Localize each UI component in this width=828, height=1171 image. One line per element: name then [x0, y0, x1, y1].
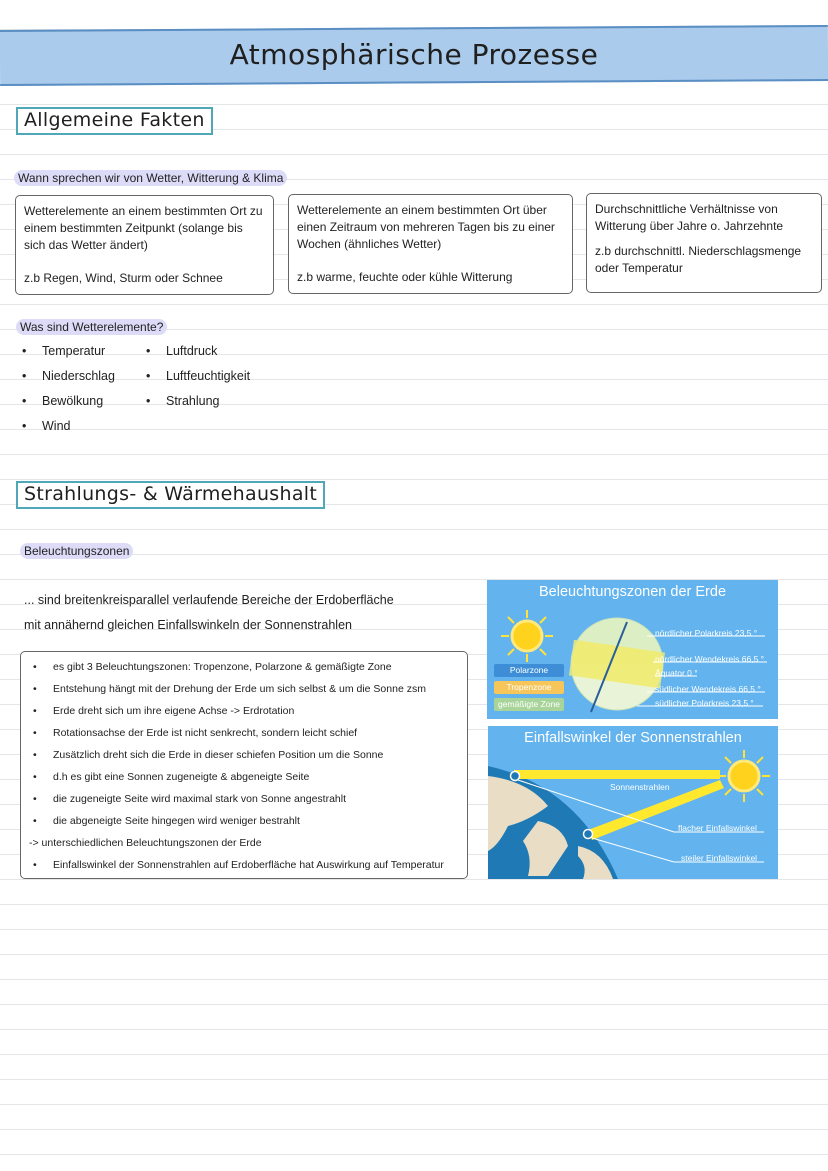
legend-tropenzone: Tropenzone: [494, 681, 564, 694]
legend-gemaessigte-zone: gemäßigte Zone: [494, 698, 564, 711]
card-witterung-definition: Wetterelemente an einem bestimmten Ort über einen Zeitraum von mehreren Tagen bis zu einer Wochen (ähnliches Wetter): [297, 203, 555, 251]
card-witterung-example: z.b warme, feuchte oder kühle Witterung: [297, 270, 513, 284]
intro-line-2: mit annähernd gleichen Einfallswinkeln der Sonnenstrahlen: [24, 618, 352, 632]
intro-line-1: ... sind breitenkreisparallel verlaufende Bereiche der Erdoberfläche: [24, 593, 394, 607]
label-flacher-einfallswinkel: flacher Einfallswinkel: [678, 823, 757, 833]
line-label-suedlicher-polarkreis: südlicher Polarkreis 23,5 °: [655, 698, 754, 708]
list-item: • es gibt 3 Beleuchtungszonen: Tropenzone, Polarzone & gemäßigte Zone: [29, 656, 459, 678]
list-item: • Einfallswinkel der Sonnenstrahlen auf Erdoberfläche hat Auswirkung auf Temperatur: [29, 854, 459, 876]
list-item: -> unterschiedlichen Beleuchtungszonen der Erde: [29, 837, 262, 849]
beleuchtungszonen-list-card: [20, 651, 468, 879]
question-wetter-witterung-klima: [14, 169, 287, 187]
figure-title: Einfallswinkel der Sonnenstrahlen: [524, 730, 742, 746]
card-klima-definition: Durchschnittliche Verhältnisse von Witterung über Jahre o. Jahrzehnte: [595, 202, 784, 233]
ray-label: Sonnenstrahlen: [610, 782, 670, 792]
elements-list-col2: [146, 343, 296, 418]
figure-beleuchtungszonen: [487, 580, 778, 719]
list-item: • Strahlung: [146, 393, 296, 418]
question-wetterelemente: [16, 318, 167, 336]
card-klima: [586, 193, 822, 293]
sun-icon: [718, 750, 770, 802]
question-text: Wann sprechen wir von Wetter, Witterung & Klima: [14, 170, 287, 186]
figure-title: Beleuchtungszonen der Erde: [538, 584, 727, 600]
card-witterung: [288, 194, 573, 294]
label-steiler-einfallswinkel: steiler Einfallswinkel: [681, 853, 758, 863]
page-title: Atmosphärische Prozesse: [229, 38, 599, 71]
section-heading-allgemeine-fakten: Allgemeine Fakten: [16, 107, 213, 135]
card-wetter: [15, 195, 274, 295]
list-item: • Rotationsachse der Erde ist nicht senkrecht, sondern leicht schief: [29, 722, 459, 744]
list-item: • Bewölkung: [22, 393, 142, 418]
subheading-text: Beleuchtungszonen: [20, 543, 133, 559]
line-label-noerdlicher-wendekreis: nördlicher Wendekreis 66,5 °: [655, 654, 765, 664]
card-wetter-example: z.b Regen, Wind, Sturm oder Schnee: [24, 271, 223, 285]
list-item: • Luftdruck: [146, 343, 296, 368]
card-klima-example: z.b durchschnittl. Niederschlagsmenge oder Temperatur: [595, 244, 802, 275]
list-item: • die zugeneigte Seite wird maximal stark von Sonne angestrahlt: [29, 788, 459, 810]
list-item: • Temperatur: [22, 343, 142, 368]
list-item: • Wind: [22, 418, 142, 443]
subheading-beleuchtungszonen: [20, 542, 133, 560]
line-label-aequator: Äquator 0 °: [655, 668, 698, 678]
list-item: • Entstehung hängt mit der Drehung der Erde um sich selbst & um die Sonne zsm: [29, 678, 459, 700]
list-item: • Luftfeuchtigkeit: [146, 368, 296, 393]
list-item: • Niederschlag: [22, 368, 142, 393]
elements-list-col1: [22, 343, 142, 443]
figure-einfallswinkel: [488, 726, 778, 879]
list-item: • Erde dreht sich um ihre eigene Achse -> Erdrotation: [29, 700, 459, 722]
list-item: • Zusätzlich dreht sich die Erde in dieser schiefen Position um die Sonne: [29, 744, 459, 766]
list-item: • die abgeneigte Seite hingegen wird weniger bestrahlt: [29, 810, 459, 832]
card-wetter-definition: Wetterelemente an einem bestimmten Ort zu einem bestimmten Zeitpunkt (solange bis sich das Wetter ändert): [24, 204, 263, 252]
sun-icon: [501, 610, 553, 662]
list-item: • d.h es gibt eine Sonnen zugeneigte & abgeneigte Seite: [29, 766, 459, 788]
line-label-noerdlicher-polarkreis: nördlicher Polarkreis 23,5 °: [655, 628, 758, 638]
section-heading-strahlung: Strahlungs- & Wärmehaushalt: [16, 481, 325, 509]
question-text: Was sind Wetterelemente?: [16, 319, 167, 335]
line-label-suedlicher-wendekreis: südlicher Wendekreis 66,5 °: [655, 684, 761, 694]
legend-polarzone: Polarzone: [494, 664, 564, 677]
